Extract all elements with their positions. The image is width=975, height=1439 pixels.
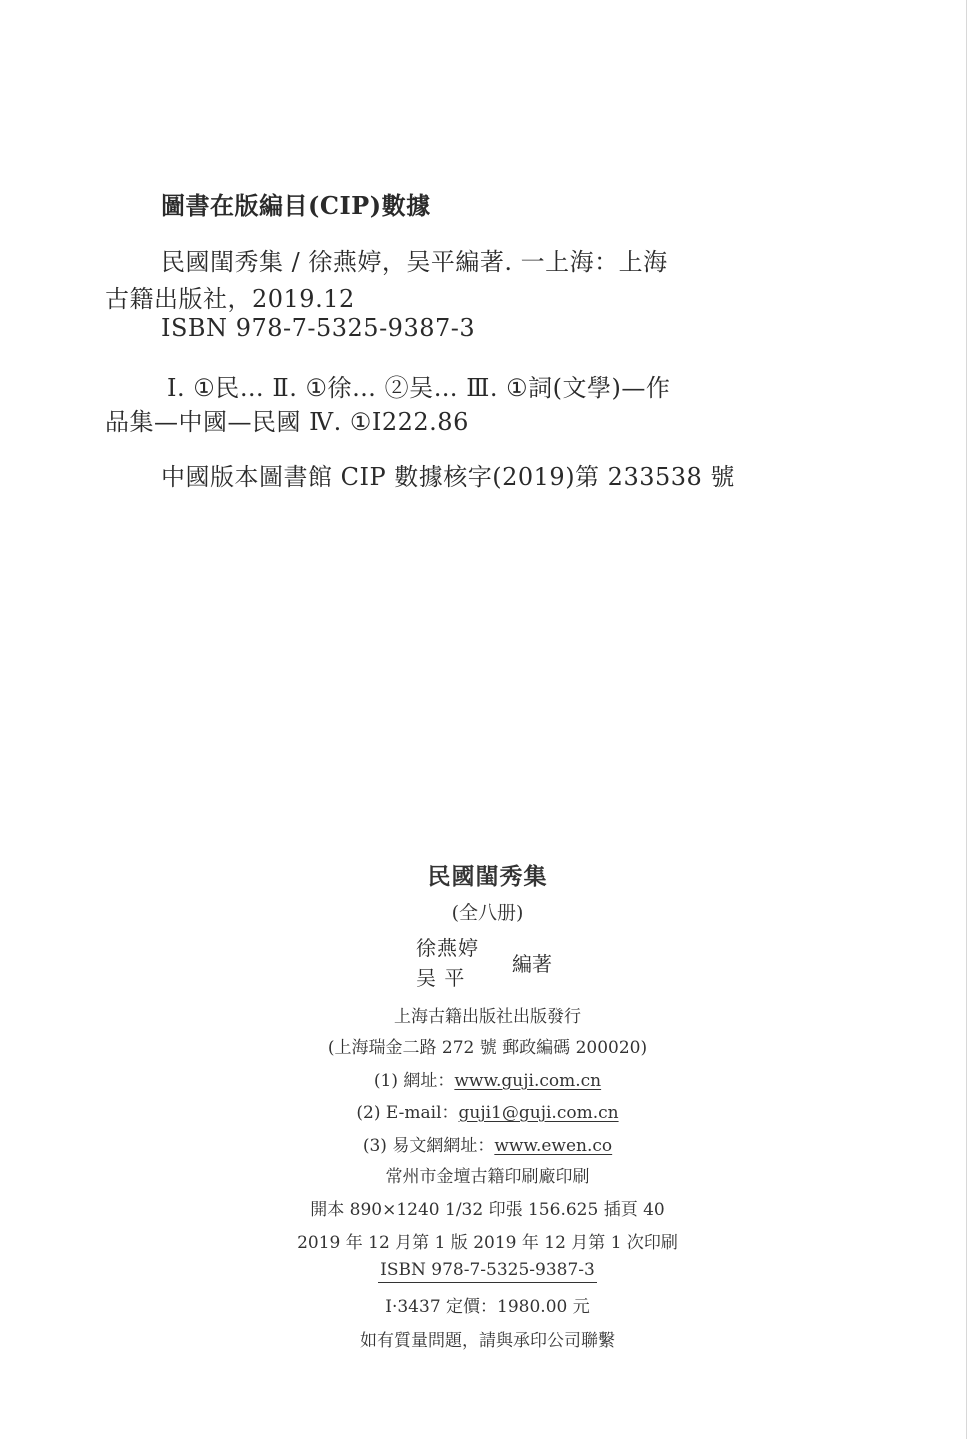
website-line-3	[0, 1131, 975, 1156]
format-specs: 開本 890×1240 1/32 印張 156.625 插頁 40	[310, 1200, 665, 1220]
cip-line-1: 民國閨秀集 / 徐燕婷，吴平編著. 一上海：上海	[161, 248, 668, 276]
website-1-label: (1) 網址：	[373, 1071, 455, 1091]
cip-isbn: ISBN 978-7-5325-9387-3	[161, 314, 476, 342]
price-line: I·3437 定價：1980.00 元	[385, 1297, 590, 1317]
email-label: (2) E-mail：	[356, 1103, 459, 1123]
page-edge-line	[966, 0, 967, 1439]
quality-notice: 如有質量問題，請與承印公司聯繫	[360, 1331, 615, 1351]
editor-role: 編著	[512, 952, 552, 976]
website-3-link[interactable]: www.ewen.co	[494, 1136, 613, 1156]
volume-count: (全八册)	[451, 902, 524, 924]
editors-block	[416, 932, 576, 992]
publisher: 上海古籍出版社出版發行	[394, 1007, 581, 1027]
cip-verification-number: 中國版本圖書館 CIP 數據核字(2019)第 233538 號	[161, 463, 735, 491]
cip-line-2: 古籍出版社，2019.12	[105, 285, 355, 313]
book-title: 民國閨秀集	[427, 863, 548, 890]
email-line	[0, 1098, 975, 1123]
email-link[interactable]: guji1@guji.com.cn	[458, 1103, 619, 1123]
cip-classification-line-2: 品集—中國—民國 Ⅳ. ①I222.86	[105, 408, 469, 436]
editor-name-1: 徐燕婷	[416, 936, 479, 960]
cip-classification-line-1: Ⅰ. ①民… Ⅱ. ①徐… ②吴… Ⅲ. ①詞(文學)—作	[167, 374, 671, 402]
publisher-address: (上海瑞金二路 272 號 郵政編碼 200020)	[327, 1038, 648, 1058]
edition-info: 2019 年 12 月第 1 版 2019 年 12 月第 1 次印刷	[297, 1233, 678, 1253]
website-1-link[interactable]: www.guji.com.cn	[454, 1071, 602, 1091]
website-line-1	[0, 1066, 975, 1091]
website-3-label: (3) 易文網網址：	[362, 1136, 495, 1156]
isbn-line	[0, 1260, 975, 1283]
cip-heading: 圖書在版編目(CIP)數據	[161, 191, 431, 220]
printer: 常州市金壇古籍印刷廠印刷	[385, 1167, 590, 1187]
editor-name-2: 吴 平	[416, 966, 466, 990]
colophon-isbn: ISBN 978-7-5325-9387-3	[378, 1260, 597, 1283]
